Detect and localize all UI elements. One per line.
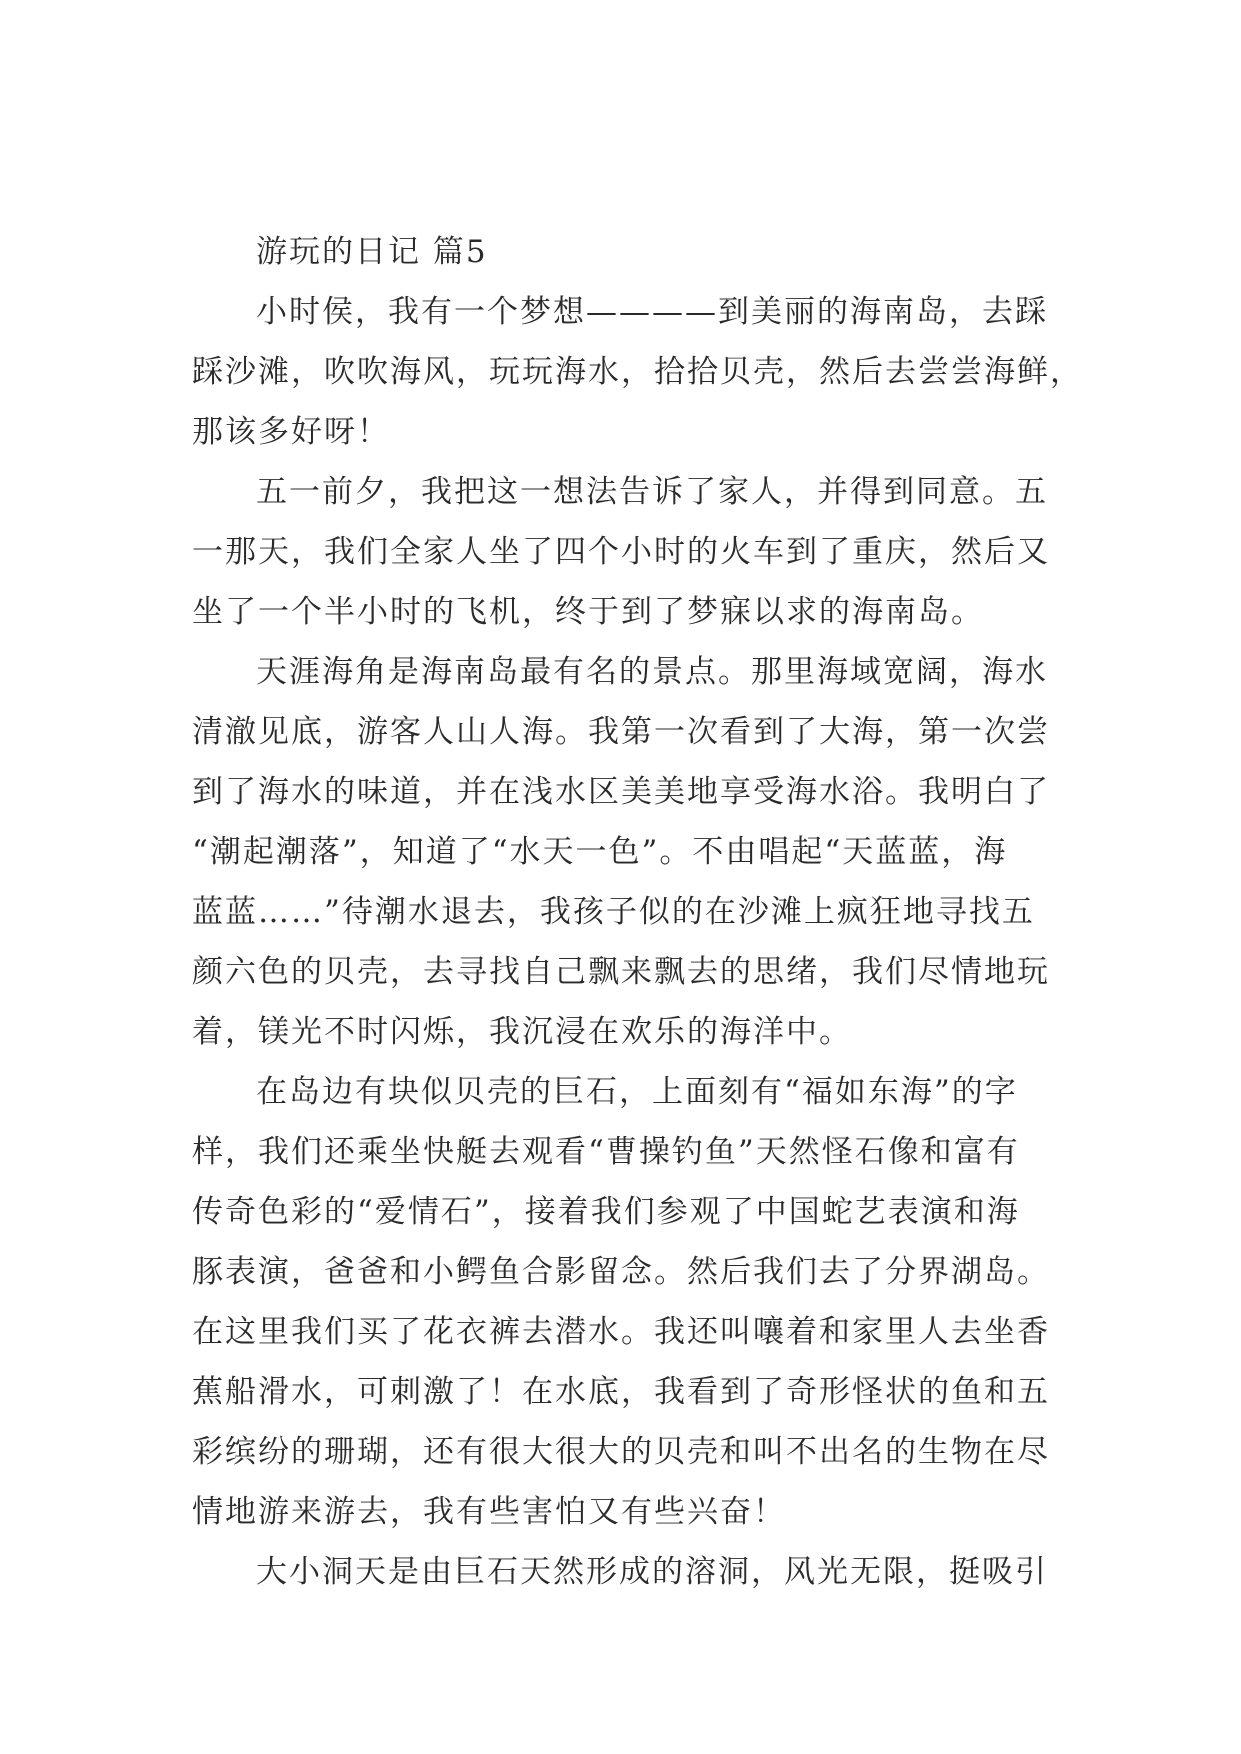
text-line: 那该多好呀！ <box>192 414 390 450</box>
text-line: 五一前夕，我把这一想法告诉了家人，并得到同意。五 <box>256 474 1048 510</box>
text-line: 坐了一个半小时的飞机，终于到了梦寐以求的海南岛。 <box>192 594 984 630</box>
text-line: 在岛边有块似贝壳的巨石，上面刻有“福如东海”的字 <box>256 1074 1018 1110</box>
text-line: 清澈见底，游客人山人海。我第一次看到了大海，第一次尝 <box>192 714 1050 750</box>
text-line: “潮起潮落”，知道了“水天一色”。不由唱起“天蓝蓝，海 <box>192 834 1008 870</box>
text-line: 大小洞天是由巨石天然形成的溶洞，风光无限，挺吸引 <box>256 1554 1048 1590</box>
document-title: 游玩的日记 篇5 <box>256 234 488 270</box>
text-line: 蓝蓝……”待潮水退去，我孩子似的在沙滩上疯狂地寻找五 <box>192 894 1035 930</box>
text-line: 颜六色的贝壳，去寻找自己飘来飘去的思绪，我们尽情地玩 <box>192 954 1050 990</box>
text-line: 在这里我们买了花衣裤去潜水。我还叫嚷着和家里人去坐香 <box>192 1314 1050 1350</box>
text-line: 蕉船滑水，可刺激了！在水底，我看到了奇形怪状的鱼和五 <box>192 1374 1050 1410</box>
text-line: 天涯海角是海南岛最有名的景点。那里海域宽阔，海水 <box>256 654 1048 690</box>
text-line: 情地游来游去，我有些害怕又有些兴奋！ <box>192 1494 786 1530</box>
text-line: 小时侯，我有一个梦想————到美丽的海南岛，去踩 <box>256 294 1048 330</box>
text-line: 彩缤纷的珊瑚，还有很大很大的贝壳和叫不出名的生物在尽 <box>192 1434 1050 1470</box>
text-line: 豚表演，爸爸和小鳄鱼合影留念。然后我们去了分界湖岛。 <box>192 1254 1050 1290</box>
document-body <box>192 222 1083 1602</box>
text-line: 踩沙滩，吹吹海风，玩玩海水，拾拾贝壳，然后去尝尝海鲜， <box>192 354 1083 390</box>
text-line: 传奇色彩的“爱情石”，接着我们参观了中国蛇艺表演和海 <box>192 1194 1020 1230</box>
text-line: 着，镁光不时闪烁，我沉浸在欢乐的海洋中。 <box>192 1014 852 1050</box>
text-line: 一那天，我们全家人坐了四个小时的火车到了重庆，然后又 <box>192 534 1050 570</box>
text-line: 到了海水的味道，并在浅水区美美地享受海水浴。我明白了 <box>192 774 1050 810</box>
text-line: 样，我们还乘坐快艇去观看“曹操钓鱼”天然怪石像和富有 <box>192 1134 1020 1170</box>
